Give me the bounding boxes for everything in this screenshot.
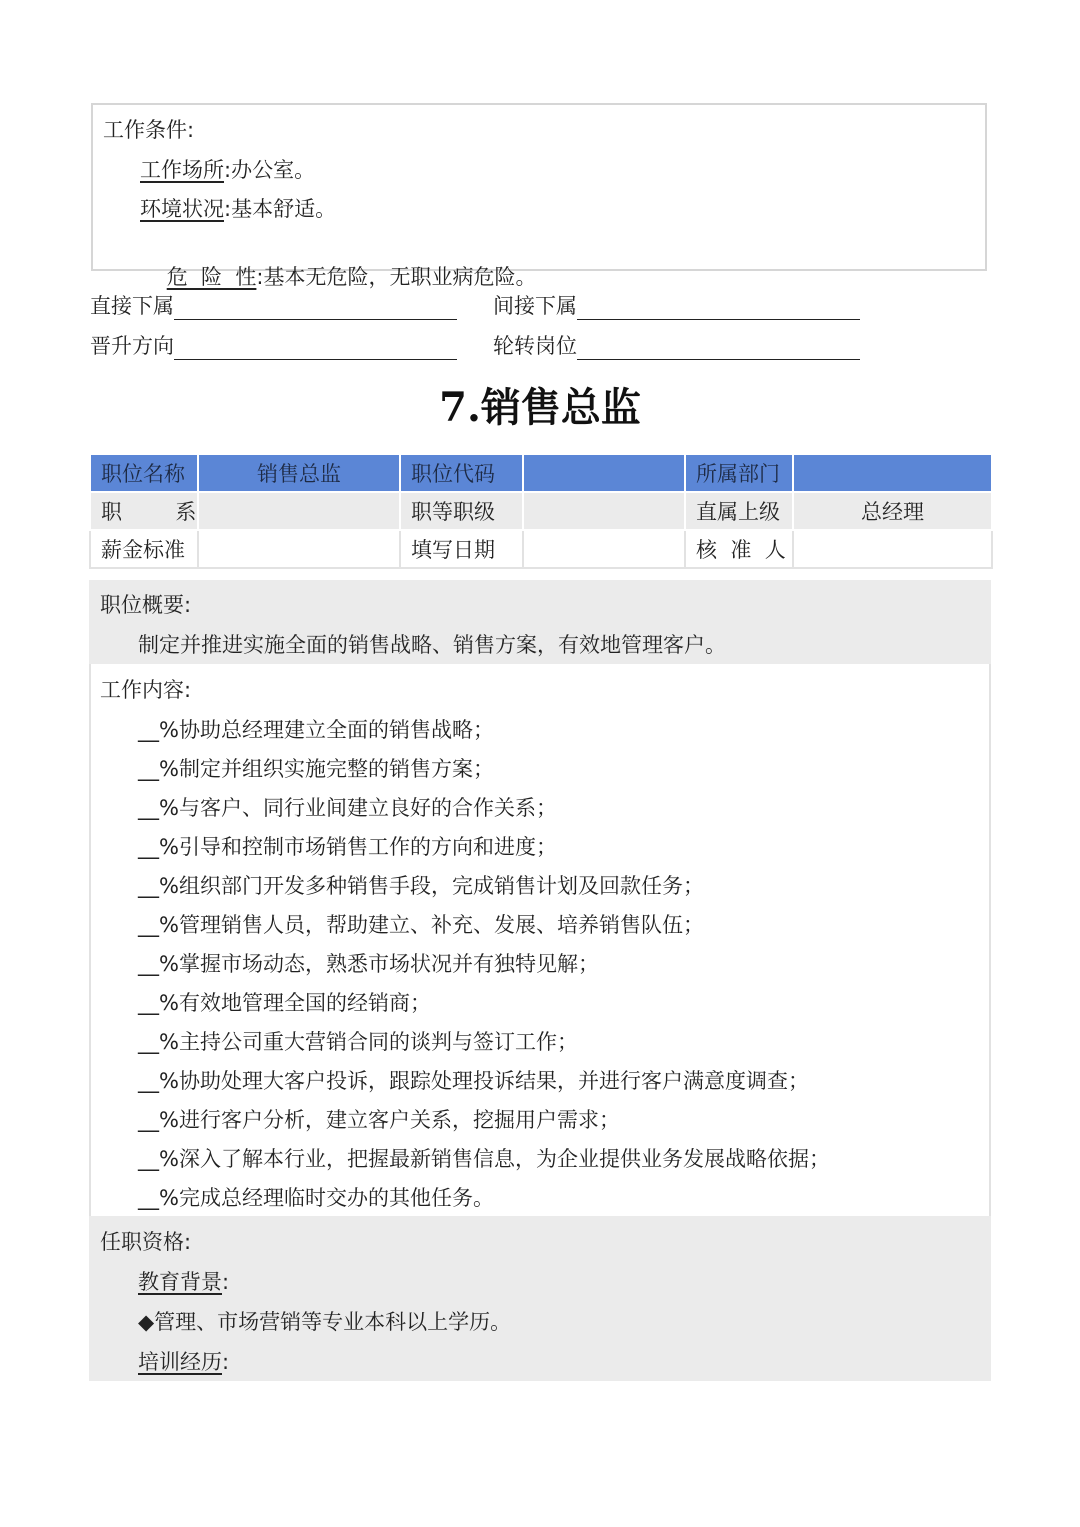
education-colon: : bbox=[222, 1270, 230, 1294]
table-cell: 薪金标准 bbox=[90, 530, 198, 568]
indirect-subordinate-field bbox=[493, 292, 860, 320]
overview-text: 制定并推进实施全面的销售战略、销售方案，有效地管理客户。 bbox=[138, 633, 726, 657]
overview-heading: 职位概要: bbox=[100, 593, 192, 617]
list-item: __%制定并组织实施完整的销售方案； bbox=[138, 757, 494, 781]
list-item: __%完成总经理临时交办的其他任务。 bbox=[138, 1186, 494, 1210]
training-colon: : bbox=[222, 1350, 230, 1374]
rotation-blank[interactable] bbox=[577, 337, 860, 360]
list-item: __%引导和控制市场销售工作的方向和进度； bbox=[138, 835, 557, 859]
education-item: ◆管理、市场营销等专业本科以上学历。 bbox=[138, 1310, 512, 1334]
list-item: __%有效地管理全国的经销商； bbox=[138, 991, 431, 1015]
list-item: __%深入了解本行业，把握最新销售信息，为企业提供业务发展战略依据； bbox=[138, 1147, 830, 1171]
list-item: __%组织部门开发多种销售手段，完成销售计划及回款任务； bbox=[138, 874, 704, 898]
conditions-heading: 工作条件: bbox=[103, 118, 195, 142]
list-item: __%协助总经理建立全面的销售战略； bbox=[138, 718, 494, 742]
table-cell bbox=[198, 492, 400, 530]
table-cell: 销售总监 bbox=[198, 454, 400, 492]
table-cell: 总经理 bbox=[793, 492, 992, 530]
list-item: __%协助处理大客户投诉，跟踪处理投诉结果，并进行客户满意度调查； bbox=[138, 1069, 809, 1093]
table-cell bbox=[523, 454, 685, 492]
promotion-blank[interactable] bbox=[174, 337, 457, 360]
table-cell: 核 准 人 bbox=[685, 530, 793, 568]
table-cell: 填写日期 bbox=[400, 530, 523, 568]
table-cell: 职位名称 bbox=[90, 454, 198, 492]
condition-label: 环境状况 bbox=[140, 197, 224, 221]
condition-value: :基本无危险，无职业病危险。 bbox=[256, 265, 537, 289]
indirect-subordinate-label: 间接下属 bbox=[493, 294, 577, 318]
education-label: 教育背景 bbox=[138, 1270, 222, 1294]
list-item: __%进行客户分析，建立客户关系，挖掘用户需求； bbox=[138, 1108, 620, 1132]
table-cell bbox=[523, 492, 685, 530]
table-row bbox=[90, 492, 992, 530]
condition-label: 危 险 性 bbox=[166, 265, 257, 289]
promotion-field bbox=[90, 332, 457, 360]
qualifications-heading: 任职资格: bbox=[100, 1230, 192, 1254]
list-item: __%主持公司重大营销合同的谈判与签订工作； bbox=[138, 1030, 578, 1054]
promotion-label: 晋升方向 bbox=[90, 334, 174, 358]
table-row bbox=[90, 530, 992, 568]
condition-item-environment bbox=[140, 195, 336, 223]
list-item: __%掌握市场动态，熟悉市场状况并有独特见解； bbox=[138, 952, 599, 976]
table-cell: 职等职级 bbox=[400, 492, 523, 530]
indirect-subordinate-blank[interactable] bbox=[577, 297, 860, 320]
condition-value: :办公室。 bbox=[224, 158, 316, 182]
list-item: __%与客户、同行业间建立良好的合作关系； bbox=[138, 796, 557, 820]
list-item: __%管理销售人员，帮助建立、补充、发展、培养销售队伍； bbox=[138, 913, 704, 937]
training-label: 培训经历 bbox=[138, 1350, 222, 1374]
table-cell bbox=[793, 530, 992, 568]
training-heading bbox=[138, 1348, 229, 1376]
rotation-label: 轮转岗位 bbox=[493, 334, 577, 358]
table-cell bbox=[793, 454, 992, 492]
direct-subordinate-label: 直接下属 bbox=[90, 294, 174, 318]
duties-heading: 工作内容: bbox=[100, 678, 192, 702]
job-info-table bbox=[89, 453, 993, 569]
page-title: 7.销售总监 bbox=[439, 384, 641, 431]
table-row bbox=[90, 454, 992, 492]
table-cell bbox=[523, 530, 685, 568]
direct-subordinate-blank[interactable] bbox=[174, 297, 457, 320]
table-cell bbox=[198, 530, 400, 568]
direct-subordinate-field bbox=[90, 292, 457, 320]
table-cell: 直属上级 bbox=[685, 492, 793, 530]
table-cell: 所属部门 bbox=[685, 454, 793, 492]
condition-item-location bbox=[140, 156, 315, 184]
rotation-field bbox=[493, 332, 860, 360]
condition-label: 工作场所 bbox=[140, 158, 224, 182]
education-heading bbox=[138, 1268, 229, 1296]
condition-value: :基本舒适。 bbox=[224, 197, 337, 221]
table-cell: 职 系 bbox=[90, 492, 198, 530]
table-cell: 职位代码 bbox=[400, 454, 523, 492]
